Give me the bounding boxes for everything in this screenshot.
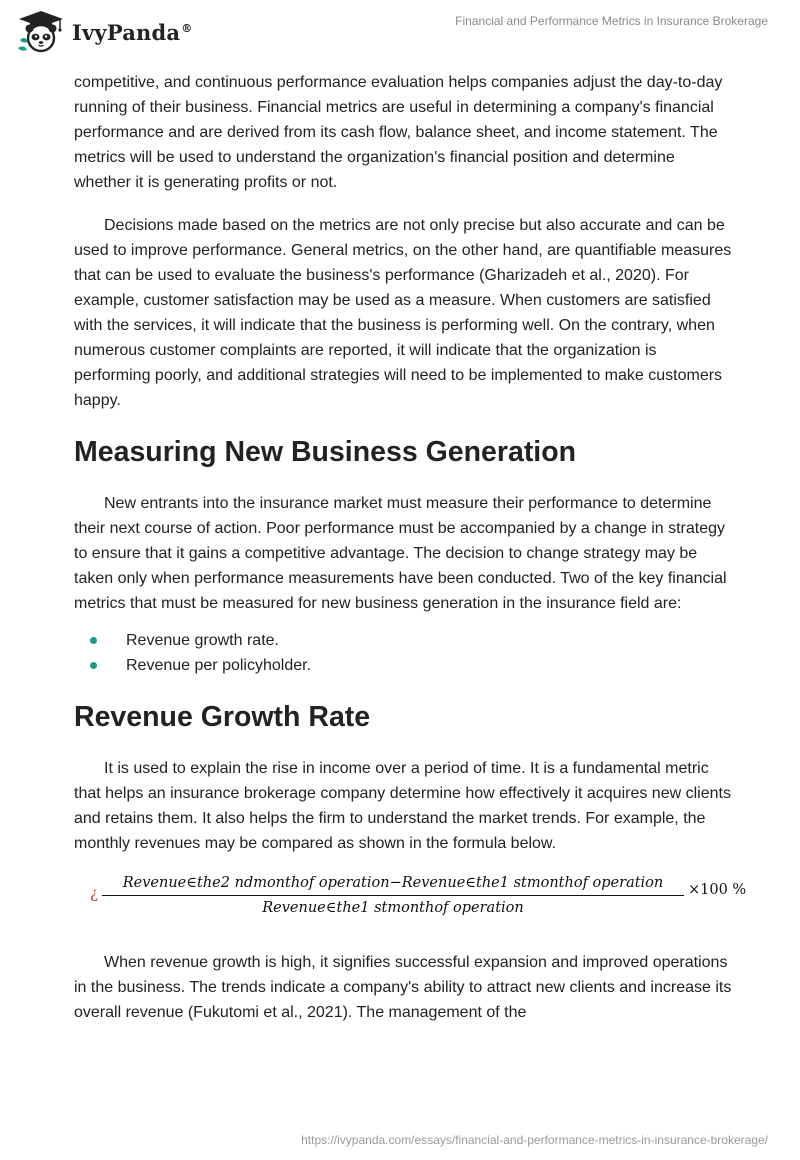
page-header xyxy=(0,0,800,62)
section-heading-new-business: Measuring New Business Generation xyxy=(74,436,577,468)
formula-denominator: Revenue∈the1 stmonthof operation xyxy=(262,900,524,916)
paragraph: New entrants into the insurance market must measure their performance to determine their next course of action. Poor performance must be accompanied by a change in strategy to ensure that it gains a competitive advantage. The decision to change strategy may be taken only when performance measurements have been conducted. Two of the key financial metrics that must be measured for new business generation in the insurance field are: xyxy=(74,495,727,612)
revenue-growth-formula xyxy=(90,872,747,924)
fraction-bar xyxy=(102,895,684,896)
registered-mark: ® xyxy=(181,21,193,35)
document-title: Financial and Performance Metrics in Insurance Brokerage xyxy=(455,14,768,28)
list-item: Revenue growth rate. xyxy=(74,628,734,653)
formula-numerator: Revenue∈the2 ndmonthof operation−Revenue∈the1 stmonthof operation xyxy=(122,875,664,891)
formula-prefix: ¿ xyxy=(90,884,99,902)
essay-content xyxy=(74,70,747,1043)
panda-graduate-icon xyxy=(16,10,66,54)
brand-name: IvyPanda® xyxy=(72,19,193,45)
paragraph-continuation: competitive, and continuous performance evaluation helps companies adjust the day-to-day running of their business. Financial metrics are useful in determining a company's financial performance and are derived from its cash flow, balance sheet, and income statement. The metrics will be used to understand the organization's financial position and determine whether it is generating profits or not. xyxy=(74,74,723,191)
metrics-bullet-list xyxy=(74,628,734,678)
section-heading-revenue-growth: Revenue Growth Rate xyxy=(74,701,371,733)
paragraph: It is used to explain the rise in income over a period of time. It is a fundamental metric that helps an insurance brokerage company determine how effectively it acquires new clients and retains them. It also helps the firm to understand the market trends. For example, the monthly revenues may be compared as shown in the formula below. xyxy=(74,760,731,852)
formula-fraction xyxy=(102,872,684,918)
list-item: Revenue per policyholder. xyxy=(74,653,734,678)
paragraph: When revenue growth is high, it signifies successful expansion and improved operations in the business. The trends indicate a company's ability to attract new clients and increase its overall revenue (Fukutomi et al., 2021). The management of the xyxy=(74,954,732,1021)
paragraph: Decisions made based on the metrics are not only precise but also accurate and can be used to improve performance. General metrics, on the other hand, are quantifiable measures that can be used to evaluate the business's performance (Gharizadeh et al., 2020). For example, customer satisfaction may be used as a measure. When customers are satisfied with the services, it will indicate that the business is performing well. On the contrary, when numerous customer complaints are reported, it will indicate that the organization is performing poorly, and additional strategies will need to be implemented to make customers happy. xyxy=(74,217,732,409)
ivypanda-logo[interactable] xyxy=(16,10,192,54)
source-url[interactable]: https://ivypanda.com/essays/financial-and-performance-metrics-in-insurance-brokerage/ xyxy=(301,1133,768,1147)
formula-multiplier: ×100 % xyxy=(688,882,747,898)
